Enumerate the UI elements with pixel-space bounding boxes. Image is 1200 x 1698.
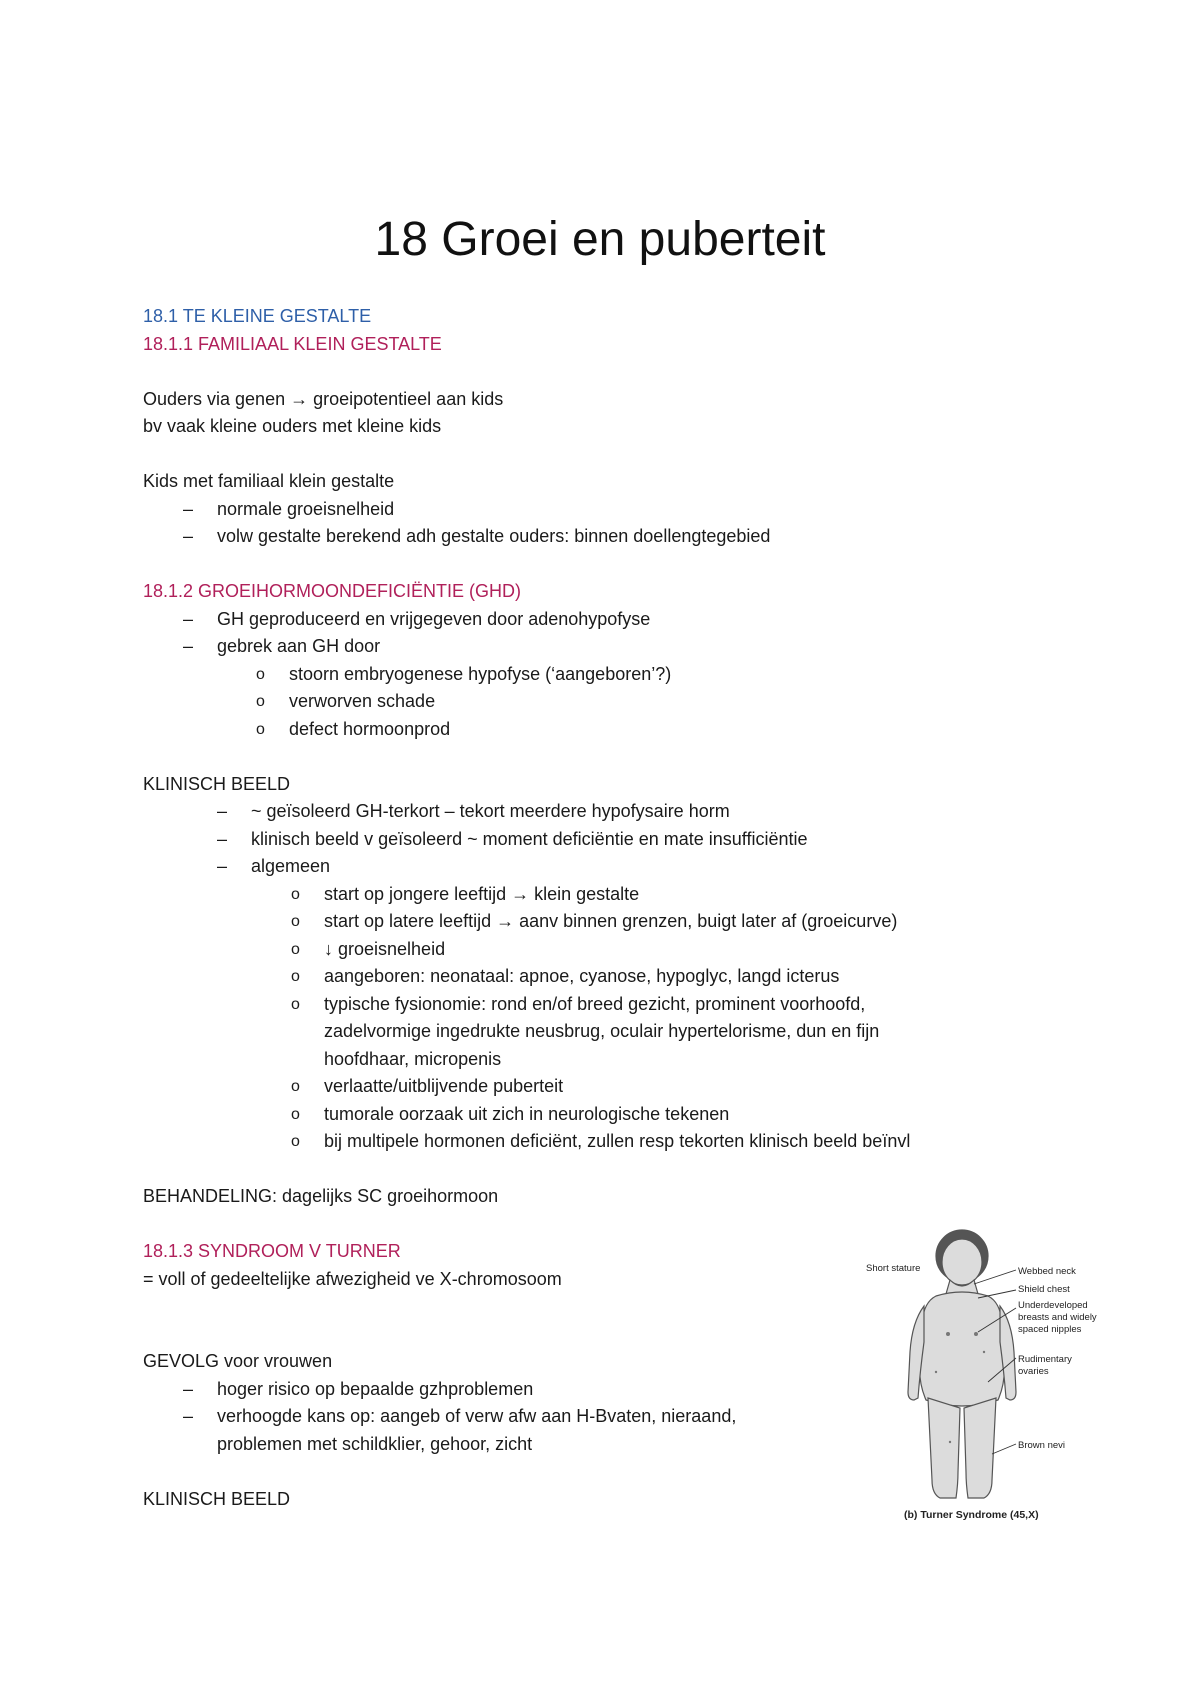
label-short-stature: Short stature [866, 1263, 921, 1274]
circle-bullet: o [256, 665, 265, 683]
circle-bullet: o [291, 1133, 300, 1150]
circle-bullet: o [256, 720, 265, 738]
label-shield-chest: Shield chest [1018, 1284, 1070, 1295]
heading-18-1-2: 18.1.2 GROEIHORMOONDEFICIËNTIE (GHD) [143, 581, 522, 601]
list-item: – gebrek aan GH door [143, 633, 1143, 661]
section-heading-gevolg: GEVOLG voor vrouwen [143, 1351, 333, 1371]
circle-bullet: o [291, 1078, 300, 1095]
list-item: – klinisch beeld v geïsoleerd ~ moment deficiëntie en mate insufficiëntie [143, 826, 1143, 854]
list-item: – GH geproduceerd en vrijgegeven door adenohypofyse [143, 606, 1143, 634]
label-webbed-neck: Webbed neck [1018, 1266, 1076, 1277]
list-item-continuation: problemen met schildklier, gehoor, zicht [217, 1433, 533, 1454]
sub-list-item: o defect hormoonprod [143, 716, 1143, 744]
label-brown-nevi: Brown nevi [1018, 1440, 1065, 1451]
heading-18-1: 18.1 TE KLEINE GESTALTE [143, 306, 372, 326]
list-item: – ~ geïsoleerd GH-terkort – tekort meerdere hypofysaire horm [143, 798, 1143, 826]
dash-bullet: – [183, 1378, 194, 1399]
svg-text:ovaries: ovaries [1018, 1366, 1049, 1377]
circle-bullet: o [291, 913, 300, 930]
dash-bullet: – [183, 1406, 194, 1426]
sub-list-item-continuation: zadelvormige ingedrukte neusbrug, oculair hypertelorisme, dun en fijn [324, 1021, 880, 1041]
circle-bullet: o [291, 940, 300, 958]
list-item: – hoger risico op bepaalde gzhproblemen [143, 1376, 1143, 1404]
sub-list-item: o bij multipele hormonen deficiënt, zullen resp tekorten klinisch beeld beïnvl [143, 1128, 1143, 1156]
sub-list-item: o start op latere leeftijd → aanv binnen grenzen, buigt later af (groeicurve) [143, 908, 1143, 936]
definition: = voll of gedeeltelijke afwezigheid ve X-chromosoom [143, 1268, 562, 1289]
sub-list-item: o aangeboren: neonataal: apnoe, cyanose, hypoglyc, langd icterus [143, 963, 1143, 991]
heading-18-1-3: 18.1.3 SYNDROOM V TURNER [143, 1241, 401, 1261]
svg-text:breasts and widely: breasts and widely [1018, 1312, 1097, 1323]
label-rudimentary-ovaries: Rudimentary [1018, 1354, 1072, 1365]
sub-list-item: o verworven schade [143, 688, 1143, 716]
circle-bullet: o [291, 1105, 300, 1123]
list-item: – verhoogde kans op: aangeb of verw afw aan H-Bvaten, nieraand, [143, 1403, 1143, 1431]
paragraph: Ouders via genen → groeipotentieel aan kids [143, 388, 504, 409]
page-title: 18 Groei en puberteit [374, 213, 826, 266]
figure-caption: (b) Turner Syndrome (45,X) [904, 1509, 1039, 1521]
list-item: – normale groeisnelheid [143, 496, 1143, 524]
sub-list-item: o stoorn embryogenese hypofyse (‘aangeboren’?) [143, 661, 1143, 689]
turner-syndrome-figure [866, 1222, 1128, 1522]
sub-list-item: o typische fysionomie: rond en/of breed gezicht, prominent voorhoofd, [143, 991, 1143, 1019]
circle-bullet: o [291, 968, 300, 985]
paragraph: bv vaak kleine ouders met kleine kids [143, 416, 442, 436]
list-item: – algemeen [143, 853, 1143, 881]
dash-bullet: – [217, 828, 228, 849]
dash-bullet: – [183, 498, 194, 519]
dash-bullet: – [183, 636, 194, 656]
behandeling-line: BEHANDELING: dagelijks SC groeihormoon [143, 1186, 499, 1206]
list-item: – volw gestalte berekend adh gestalte ouders: binnen doellengtegebied [143, 523, 1143, 551]
paragraph: Kids met familiaal klein gestalte [143, 471, 395, 491]
sub-list-item: o tumorale oorzaak uit zich in neurologische tekenen [143, 1101, 1143, 1129]
sub-list-item: o ↓ groeisnelheid [143, 936, 1143, 964]
label-underdeveloped: Underdeveloped [1018, 1300, 1088, 1311]
circle-bullet: o [256, 693, 265, 710]
sub-list-item-continuation: hoofdhaar, micropenis [324, 1048, 502, 1069]
dash-bullet: – [183, 608, 194, 629]
circle-bullet: o [291, 885, 300, 903]
dash-bullet: – [217, 856, 228, 876]
heading-18-1-1: 18.1.1 FAMILIAAL KLEIN GESTALTE [143, 333, 442, 354]
sub-list-item: o start op jongere leeftijd → klein gestalte [143, 881, 1143, 909]
circle-bullet: o [291, 995, 300, 1013]
svg-text:spaced nipples: spaced nipples [1018, 1324, 1082, 1335]
section-heading-klinisch-beeld-2: KLINISCH BEELD [143, 1488, 291, 1509]
dash-bullet: – [217, 801, 228, 821]
dash-bullet: – [183, 526, 194, 546]
turner-body-illustration [866, 1222, 1128, 1522]
sub-list-item: o verlaatte/uitblijvende puberteit [143, 1073, 1143, 1101]
section-heading-klinisch-beeld: KLINISCH BEELD [143, 773, 291, 794]
